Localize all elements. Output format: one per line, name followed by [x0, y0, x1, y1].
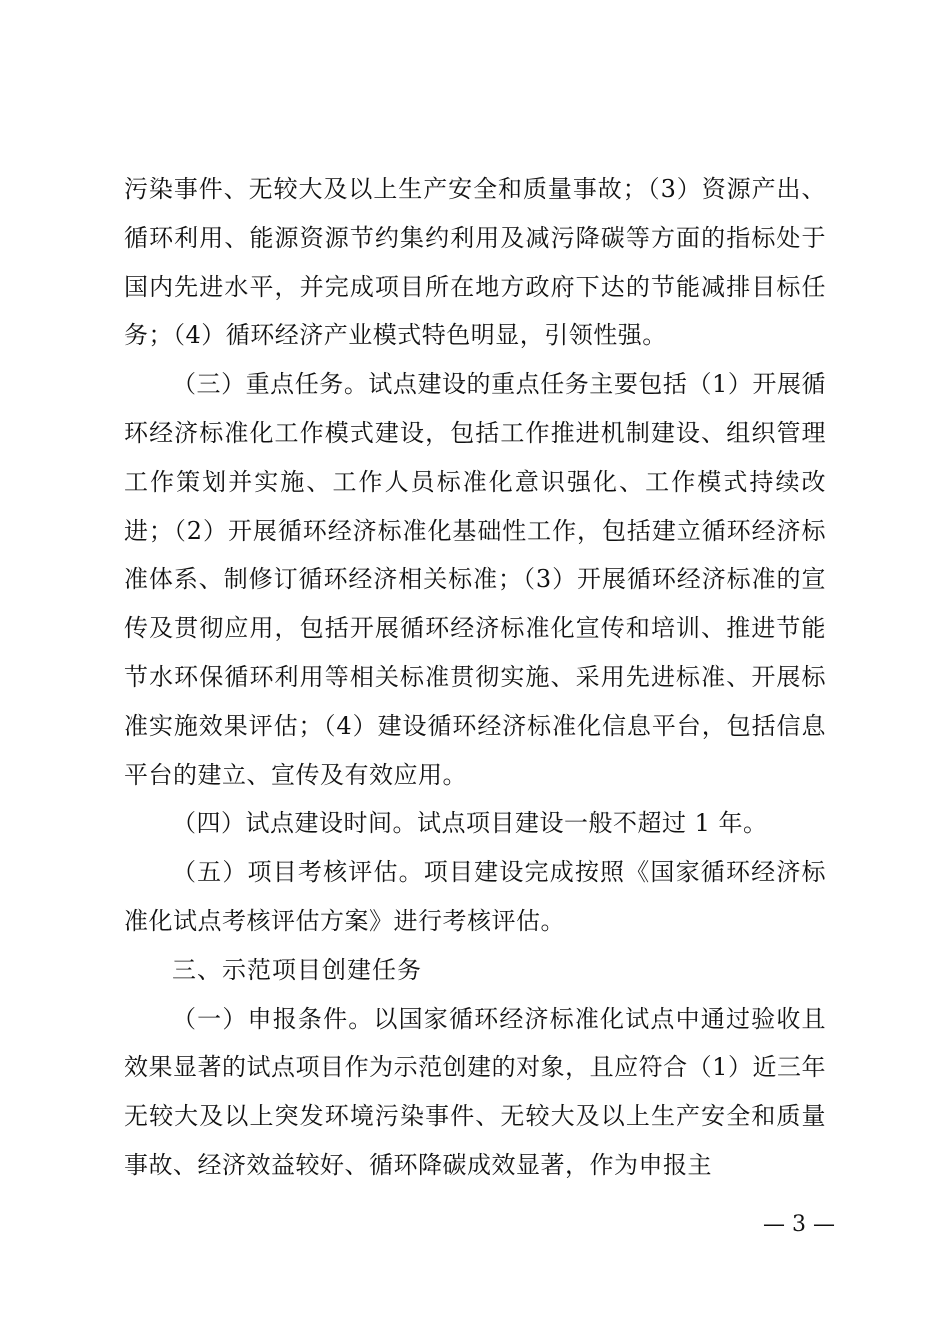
- paragraph-continuation: 污染事件、无较大及以上生产安全和质量事故；（3）资源产出、循环利用、能源资源节约集约利用及减污降碳等方面的指标处于国内先进水平，并完成项目所在地方政府下达的节能减排目标任务；（4）循环经济产业模式特色明显，引领性强。: [124, 175, 826, 350]
- section-heading: 三、示范项目创建任务: [172, 955, 422, 984]
- paragraph-assessment: （五）项目考核评估。项目建设完成按照《国家循环经济标准化试点考核评估方案》进行考核评估。: [124, 858, 826, 935]
- paragraph-key-tasks: （三）重点任务。试点建设的重点任务主要包括（1）开展循环经济标准化工作模式建设，包括工作推进机制建设、组织管理工作策划并实施、工作人员标准化意识强化、工作模式持续改进；（2）开展循环经济标准化基础性工作，包括建立循环经济标准体系、制修订循环经济相关标准；（3）开展循环经济标准的宣传及贯彻应用，包括开展循环经济标准化宣传和培训、推进节能节水环保循环利用等相关标准贯彻实施、采用先进标准、开展标准实施效果评估；（4）建设循环经济标准化信息平台，包括信息平台的建立、宣传及有效应用。: [124, 370, 826, 789]
- page-number: — 3 —: [763, 1212, 835, 1237]
- paragraph-application-conditions: （一）申报条件。以国家循环经济标准化试点中通过验收且效果显著的试点项目作为示范创建的对象，且应符合（1）近三年无较大及以上突发环境污染事件、无较大及以上生产安全和质量事故、经济效益较好、循环降碳成效显著，作为申报主: [124, 1004, 826, 1179]
- document-body: [124, 165, 826, 1190]
- paragraph-pilot-duration: （四）试点建设时间。试点项目建设一般不超过 1 年。: [172, 809, 768, 838]
